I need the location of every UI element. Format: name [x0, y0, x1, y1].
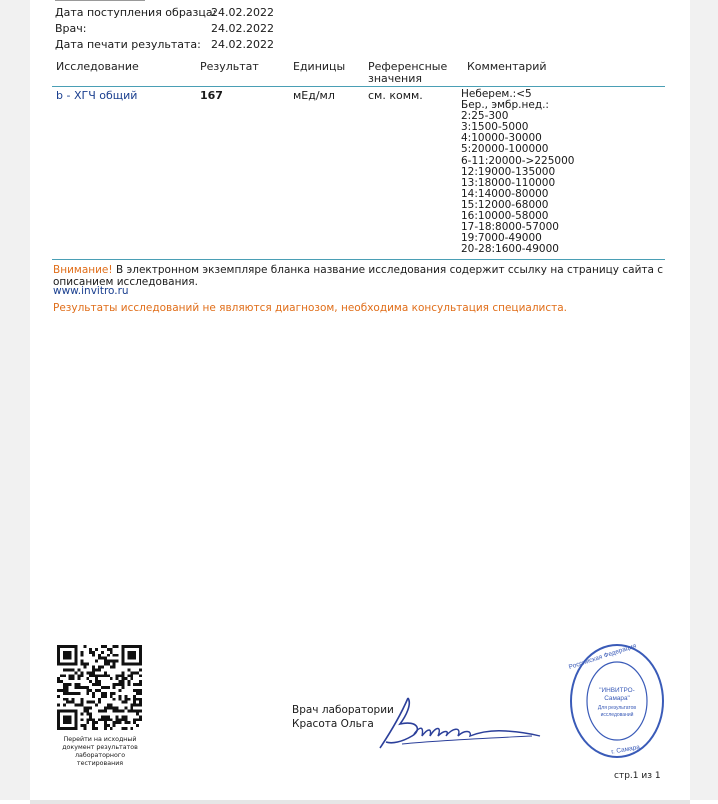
svg-text:г. Самара: г. Самара	[610, 743, 641, 756]
header-reference-line2: значения	[368, 72, 423, 85]
qr-caption-line: документ результатов	[62, 744, 138, 751]
svg-text:"ИНВИТРО-: "ИНВИТРО-	[599, 687, 635, 694]
comment-list	[461, 89, 574, 255]
meta-value: 24.02.2022	[211, 38, 274, 51]
right-margin	[690, 0, 718, 800]
header-result: Результат	[200, 60, 259, 73]
svg-text:исследований: исследований	[600, 712, 634, 718]
meta-value: 24.02.2022	[211, 22, 274, 35]
meta-label: Врач:	[55, 22, 87, 35]
doctor-name: Красота Ольга	[292, 718, 374, 730]
comment-line: 14:14000-80000	[461, 187, 549, 200]
comment-line: 12:19000-135000	[461, 165, 556, 178]
comment-line: 17-18:8000-57000	[461, 221, 559, 234]
svg-text:Российская Федерация: Российская Федерация	[568, 642, 638, 672]
meta-value: 24.02.2022	[211, 6, 274, 19]
signature-image	[372, 690, 542, 760]
svg-text:Самара": Самара"	[604, 695, 630, 702]
comment-line: 20-28:1600-49000	[461, 243, 559, 256]
result-value: 167	[200, 89, 223, 102]
comment-line: 13:18000-110000	[461, 176, 556, 189]
comment-line: 15:12000-68000	[461, 198, 549, 211]
comment-line: 5:20000-100000	[461, 143, 549, 156]
comment-line: 3:1500-5000	[461, 121, 529, 134]
invitro-link[interactable]: www.invitro.ru	[53, 285, 129, 297]
qr-caption-line: лабораторного тестирования	[74, 752, 126, 767]
qr-code[interactable]	[57, 645, 142, 730]
test-name-link[interactable]: b - ХГЧ общий	[56, 89, 138, 102]
page-number: стр.1 из 1	[614, 771, 661, 781]
header-reference-line1: Референсные	[368, 60, 448, 73]
notice-text	[53, 264, 668, 288]
comment-line: 19:7000-49000	[461, 232, 542, 245]
comment-line: Неберем.:<5	[461, 88, 532, 100]
comment-line: 16:10000-58000	[461, 210, 549, 223]
table-bottom-rule	[52, 259, 665, 260]
comment-line: 4:10000-30000	[461, 132, 542, 145]
disclaimer-text: Результаты исследований не являются диагнозом, необходима консультация специалиста.	[53, 302, 568, 314]
comment-line: Бер., эмбр.нед.:	[461, 99, 549, 112]
meta-label: Дата печати результата:	[55, 38, 201, 51]
company-stamp	[568, 642, 666, 760]
svg-text:Для результатов: Для результатов	[597, 705, 637, 711]
header-reference	[368, 61, 447, 85]
table-header-rule	[52, 86, 665, 87]
reference-value: см. комм.	[368, 89, 423, 102]
doctor-role: Врач лаборатории	[292, 704, 394, 716]
comment-line: 6-11:20000->225000	[461, 154, 575, 167]
notice-body: В электронном экземпляре бланка название исследования содержит ссылку на страницу сайта с описанием исследования.	[53, 264, 664, 288]
header-test: Исследование	[56, 60, 139, 73]
qr-caption	[52, 736, 148, 768]
comment-line: 2:25-300	[461, 110, 509, 123]
units-value: мЕд/мл	[293, 89, 335, 102]
left-margin	[0, 0, 30, 800]
notice-title: Внимание!	[53, 264, 113, 276]
header-units: Единицы	[293, 60, 346, 73]
meta-label: Дата поступления образца:	[55, 6, 217, 19]
header-comment: Комментарий	[467, 60, 547, 73]
qr-caption-line: Перейти на исходный	[63, 736, 137, 743]
cut-off-line	[55, 0, 145, 1]
